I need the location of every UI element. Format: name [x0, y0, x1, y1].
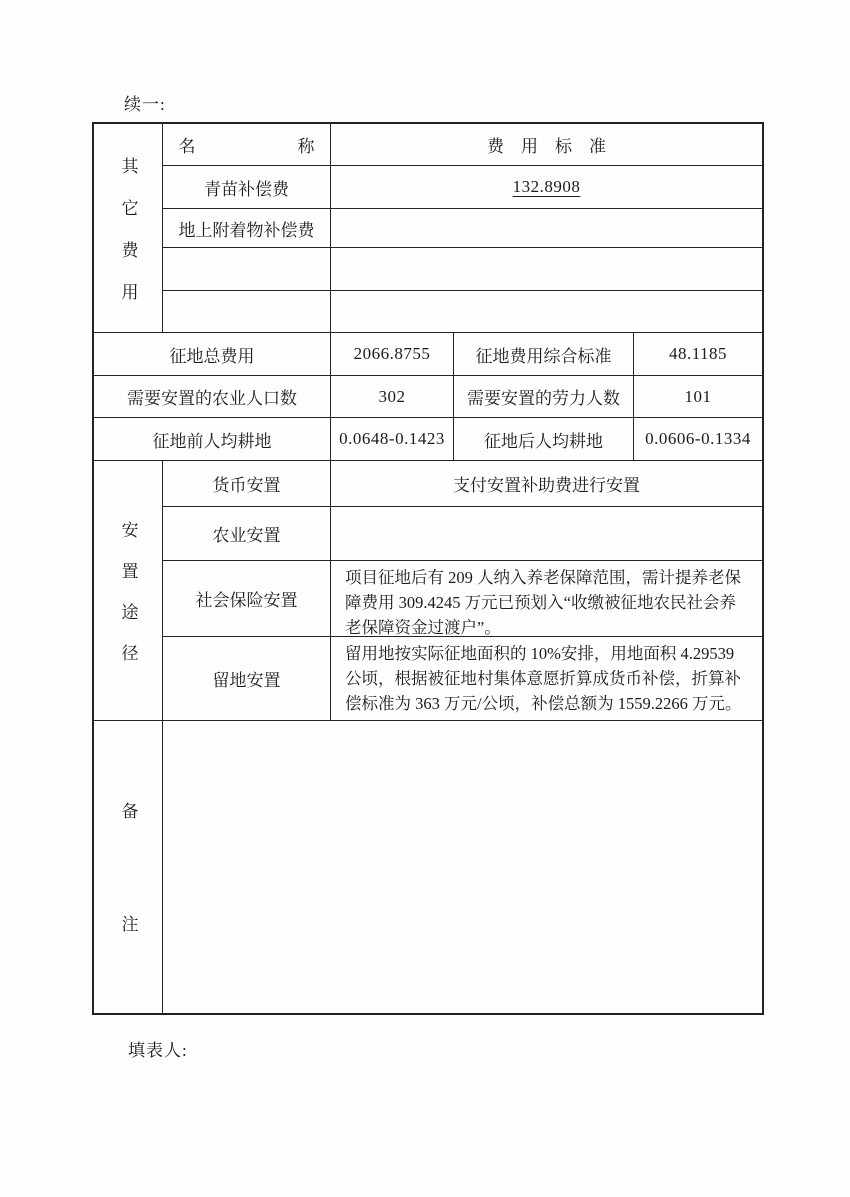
fee-row-name: 青苗补偿费 — [163, 166, 331, 209]
resettlement-content — [331, 507, 762, 561]
summary-section — [94, 333, 762, 461]
remarks-section — [94, 721, 762, 1028]
fee-row-value — [331, 248, 762, 291]
summary-label: 征地后人均耕地 — [454, 418, 634, 461]
summary-value: 0.0606-0.1334 — [634, 418, 762, 461]
resettlement-content: 留用地按实际征地面积的 10%安排，用地面积 4.29539 公顷，根据被征地村集体意愿折算成货币补偿，折算补偿标准为 363 万元/公顷，补偿总额为 1559.2266 万元。 — [331, 637, 762, 721]
resettlement-content: 项目征地后有 209 人纳入养老保障范围，需计提养老保障费用 309.4245 万元已预划入“收缴被征地农民社会养老保障资金过渡户”。 — [331, 561, 762, 637]
other-fees-group-cell — [94, 124, 163, 333]
summary-value: 302 — [331, 376, 454, 418]
remarks-group-label: 备注 — [118, 802, 138, 1028]
summary-value: 0.0648-0.1423 — [331, 418, 454, 461]
summary-value: 2066.8755 — [331, 333, 454, 376]
fee-row-name — [163, 291, 331, 333]
summary-label: 征地总费用 — [94, 333, 331, 376]
summary-label: 需要安置的农业人口数 — [94, 376, 331, 418]
fee-row-value — [331, 209, 762, 248]
summary-label: 征地费用综合标准 — [454, 333, 634, 376]
summary-label: 征地前人均耕地 — [94, 418, 331, 461]
resettlement-content: 支付安置补助费进行安置 — [331, 461, 762, 507]
summary-value: 101 — [634, 376, 762, 418]
summary-label: 需要安置的劳力人数 — [454, 376, 634, 418]
resettlement-section — [94, 461, 762, 721]
resettlement-group-label: 安置途径 — [118, 520, 138, 685]
other-fees-group-label: 其它费用 — [118, 156, 138, 325]
fee-row-value — [331, 291, 762, 333]
fee-name-header: 名 称 — [163, 124, 331, 166]
continuation-title: 续一: — [124, 95, 166, 114]
remarks-group-cell — [94, 721, 163, 1028]
remarks-content — [163, 721, 762, 1013]
resettlement-group-cell — [94, 461, 163, 721]
form-filler-label: 填表人: — [128, 1041, 188, 1060]
resettlement-type-label: 农业安置 — [163, 507, 331, 561]
resettlement-type-label: 留地安置 — [163, 637, 331, 721]
land-acquisition-form-table — [92, 122, 764, 1028]
fee-standard-header: 费 用 标 准 — [331, 124, 762, 166]
fee-row-value: 132.8908 — [331, 166, 762, 209]
fee-row-name — [163, 248, 331, 291]
resettlement-type-label: 社会保险安置 — [163, 561, 331, 637]
fee-row-name: 地上附着物补偿费 — [163, 209, 331, 248]
other-fees-section — [94, 124, 762, 333]
resettlement-type-label: 货币安置 — [163, 461, 331, 507]
summary-value: 48.1185 — [634, 333, 762, 376]
